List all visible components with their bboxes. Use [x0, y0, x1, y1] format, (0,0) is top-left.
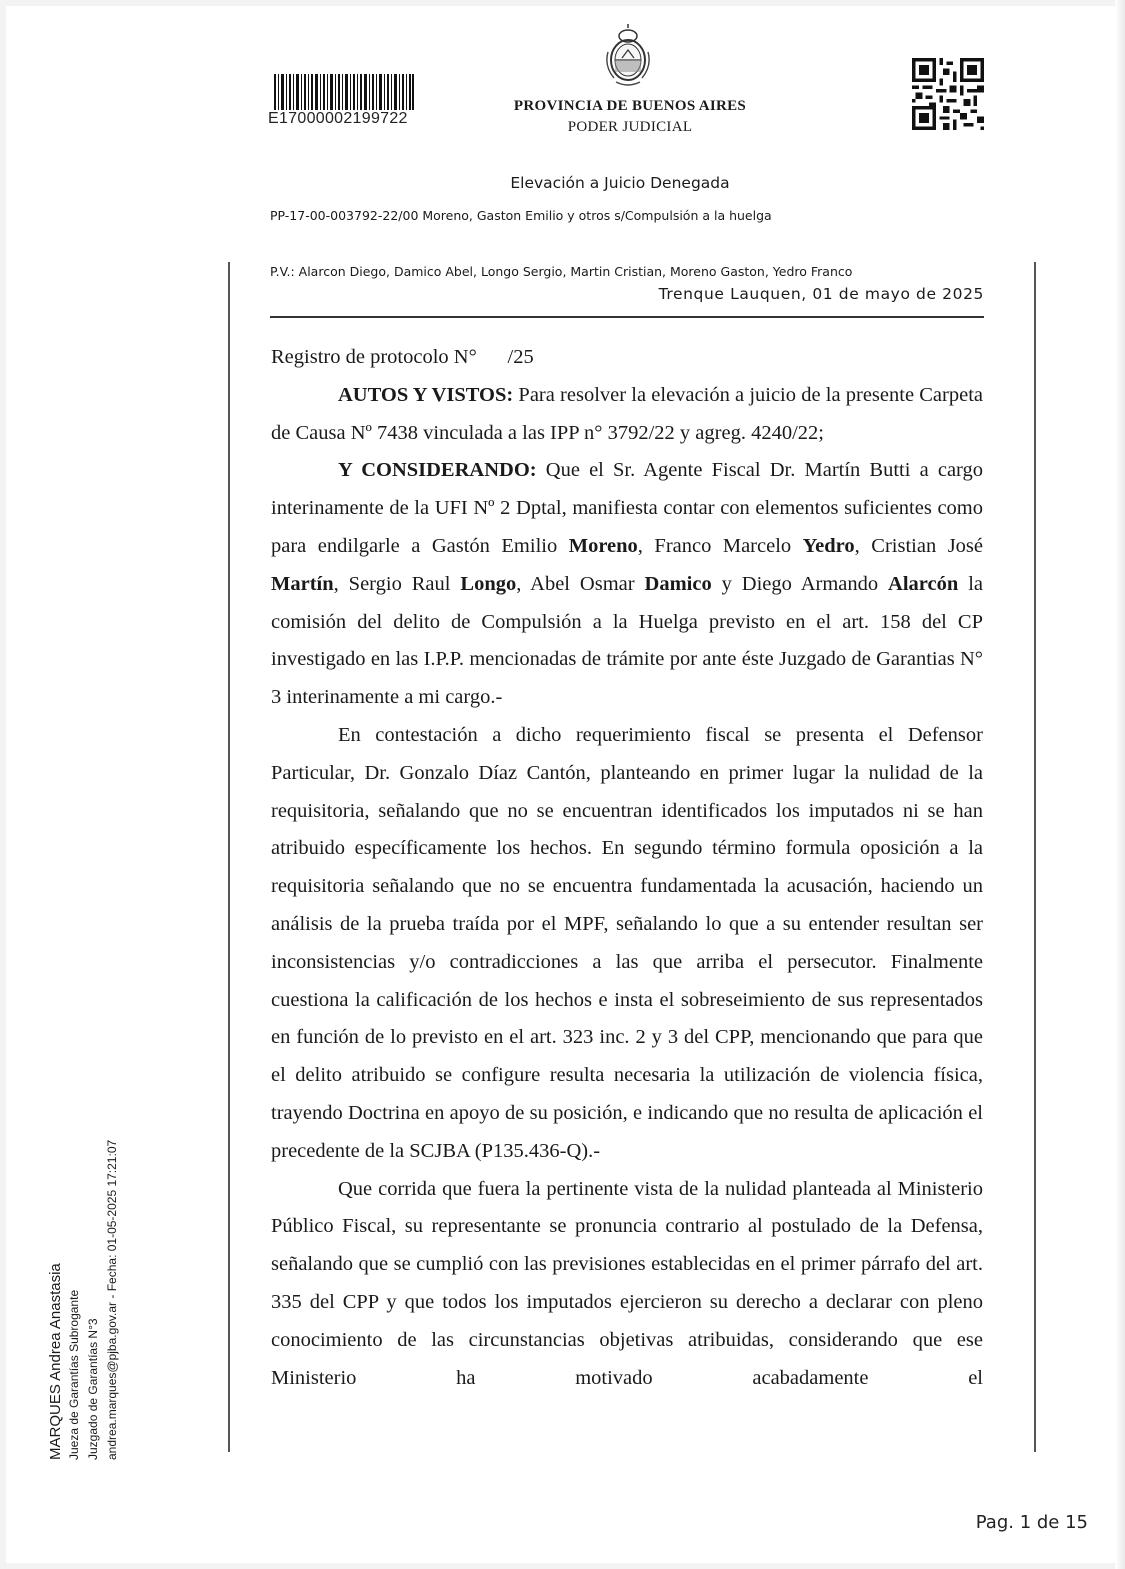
signer-court: Juzgado de Garantías N°3	[86, 1318, 100, 1460]
text-segment: , Franco Marcelo	[637, 534, 803, 557]
page-number: Pag. 1 de 15	[975, 1512, 1088, 1533]
pv-parties: P.V.: Alarcon Diego, Damico Abel, Longo Sergio, Martin Cristian, Moreno Gaston, Yedro Franco	[270, 264, 853, 279]
qr-code	[912, 58, 984, 130]
paragraph-prosecution: Que corrida que fuera la pertinente vista de la nulidad planteada al Ministerio Público Fiscal, su representante se pronuncia contrario al postulado de la Defensa, señalando que se cumplió con las previsiones establecidas en el primer párrafo del art. 335 del CPP y que todos los imputados ejercieron su derecho a declarar con pleno conocimiento de las circunstancias objetivas atribuidas, considerando que ese Ministerio ha motivado acabadamente el	[271, 1177, 983, 1389]
right-margin-line	[1034, 262, 1036, 1452]
coat-of-arms-icon	[602, 22, 654, 86]
document-type: Elevación a Juicio Denegada	[510, 174, 730, 192]
text-segment: , Cristian José	[854, 534, 983, 557]
case-reference: PP-17-00-003792-22/00 Moreno, Gaston Emilio y otros s/Compulsión a la huelga	[270, 208, 772, 223]
paragraph-defense: En contestación a dicho requerimiento fiscal se presenta el Defensor Particular, Dr. Gonzalo Díaz Cantón, planteando en primer lugar la nulidad de la requisitoria, señalando que no se encuentran identificados los imputados ni se han atribuido específicamente los hechos. En segundo término formula oposición a la requisitoria señalando que no se encuentra fundamentada la acusación, haciendo un análisis de la prueba traída por el MPF, señalando lo que a su entender resultan ser inconsistencias y/o contradicciones a las que arriba el persecutor. Finalmente cuestiona la calificación de los hechos e insta el sobreseimiento de sus representados en función de lo previsto en el art. 323 inc. 2 y 3 del CPP, mencionando que para que el delito atribuido se configure resulta necesaria la utilización de violencia física, trayendo Doctrina en apoyo de su posición, e indicando que no resulta de aplicación el precedente de la SCJBA (P135.436-Q).-	[271, 723, 983, 1162]
digital-signature	[46, 1140, 122, 1460]
text-segment: , Abel Osmar	[516, 572, 645, 595]
signer-name: MARQUES Andrea Anastasia	[47, 1263, 64, 1460]
text-segment: Que el Sr. Agente Fiscal Dr. Martín Butti a cargo interinamente de la UFI Nº 2 Dptal, manifiesta contar con elementos suficientes como para endilgarle a Gastón Emilio	[271, 459, 984, 557]
signer-role: Jueza de Garantías Subrogante	[67, 1289, 81, 1460]
signature-meta: andrea.marques@pjba.gov.ar - Fecha: 01-05-2025 17:21:07	[105, 1139, 119, 1460]
text-segment: , Sergio Raul	[333, 572, 461, 595]
protocol-register: Registro de protocolo N° /25	[271, 346, 534, 368]
defendant-name: Martín	[271, 572, 334, 595]
defendant-name: Longo	[460, 572, 517, 595]
branch-title: PODER JUDICIAL	[567, 119, 693, 135]
left-margin-line	[228, 262, 230, 1452]
barcode	[274, 74, 414, 110]
defendant-name: Alarcón	[888, 572, 959, 595]
autos-y-vistos-label: AUTOS Y VISTOS:	[338, 383, 514, 406]
defendant-name: Damico	[644, 572, 712, 595]
page-shadow	[1115, 0, 1125, 1569]
text-segment: la comisión del delito de Compulsión a la Huelga previsto en el art. 158 del CP investigado en las I.P.P. mencionadas de trámite por ante éste Juzgado de Garantias N° 3 interinamente a mi cargo.-	[271, 572, 984, 709]
header-divider	[270, 316, 984, 318]
barcode-number: E17000002199722	[268, 110, 408, 127]
autos-y-vistos-text: Para resolver la elevación a juicio de la presente Carpeta de Causa Nº 7438 vinculada a las IPP n° 3792/22 y agreg. 4240/22;	[271, 383, 983, 444]
province-title: PROVINCIA DE BUENOS AIRES	[513, 98, 747, 114]
place-date: Trenque Lauquen, 01 de mayo de 2025	[658, 285, 984, 303]
considerando-label: Y CONSIDERANDO:	[338, 459, 537, 482]
resolution-body	[271, 339, 983, 1397]
defendant-name: Yedro	[802, 534, 855, 557]
paragraph-considerando	[271, 452, 983, 717]
defendant-name: Moreno	[568, 534, 638, 557]
text-segment: y Diego Armando	[711, 572, 889, 595]
paragraph-autos-y-vistos	[271, 377, 983, 453]
